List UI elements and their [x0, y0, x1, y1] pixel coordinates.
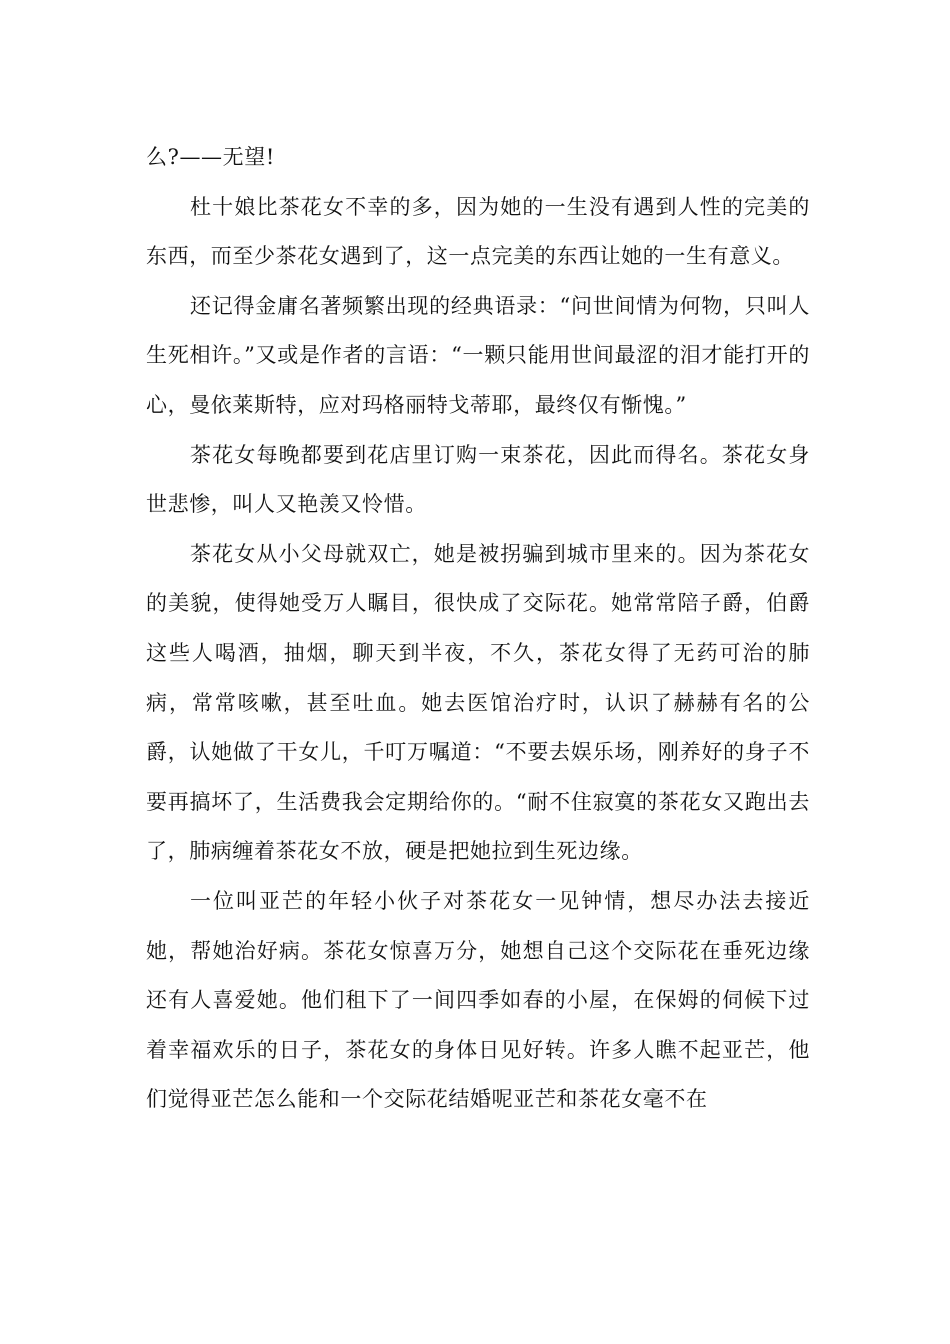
paragraph-6: 一位叫亚芒的年轻小伙子对茶花女一见钟情，想尽办法去接近她，帮她治好病。茶花女惊喜万分，她想自己这个交际花在垂死边缘还有人喜爱她。他们租下了一间四季如春的小屋，在保姆的伺候下过着幸福欢乐的日子，茶花女的身体日见好转。许多人瞧不起亚芒，他们觉得亚芒怎么能和一个交际花结婚呢亚芒和茶花女毫不在: [146, 888, 810, 1112]
paragraph-4: 茶花女每晚都要到花店里订购一束茶花，因此而得名。茶花女身世悲惨，叫人又艳羡又怜惜。: [146, 442, 810, 517]
paragraph-3: 还记得金庸名著频繁出现的经典语录：“问世间情为何物，只叫人生死相许。”又或是作者的言语：“一颗只能用世间最涩的泪才能打开的心，曼依莱斯特，应对玛格丽特戈蒂耶，最终仅有惭愧。”: [146, 293, 810, 417]
paragraph-5: 茶花女从小父母就双亡，她是被拐骗到城市里来的。因为茶花女的美貌，使得她受万人瞩目，很快成了交际花。她常常陪子爵，伯爵这些人喝酒，抽烟，聊天到半夜，不久，茶花女得了无药可治的肺病，常常咳嗽，甚至吐血。她去医馆治疗时，认识了赫赫有名的公爵，认她做了干女儿，千叮万嘱道：“不要去娱乐场，刚养好的身子不要再搞坏了，生活费我会定期给你的。“耐不住寂寞的茶花女又跑出去了，肺病缠着茶花女不放，硬是把她拉到生死边缘。: [146, 541, 810, 864]
paragraph-2: 杜十娘比茶花女不幸的多，因为她的一生没有遇到人性的完美的东西，而至少茶花女遇到了，这一点完美的东西让她的一生有意义。: [146, 194, 810, 269]
document-body: [146, 133, 810, 1125]
paragraph-1: 么?——无望!: [146, 145, 275, 169]
